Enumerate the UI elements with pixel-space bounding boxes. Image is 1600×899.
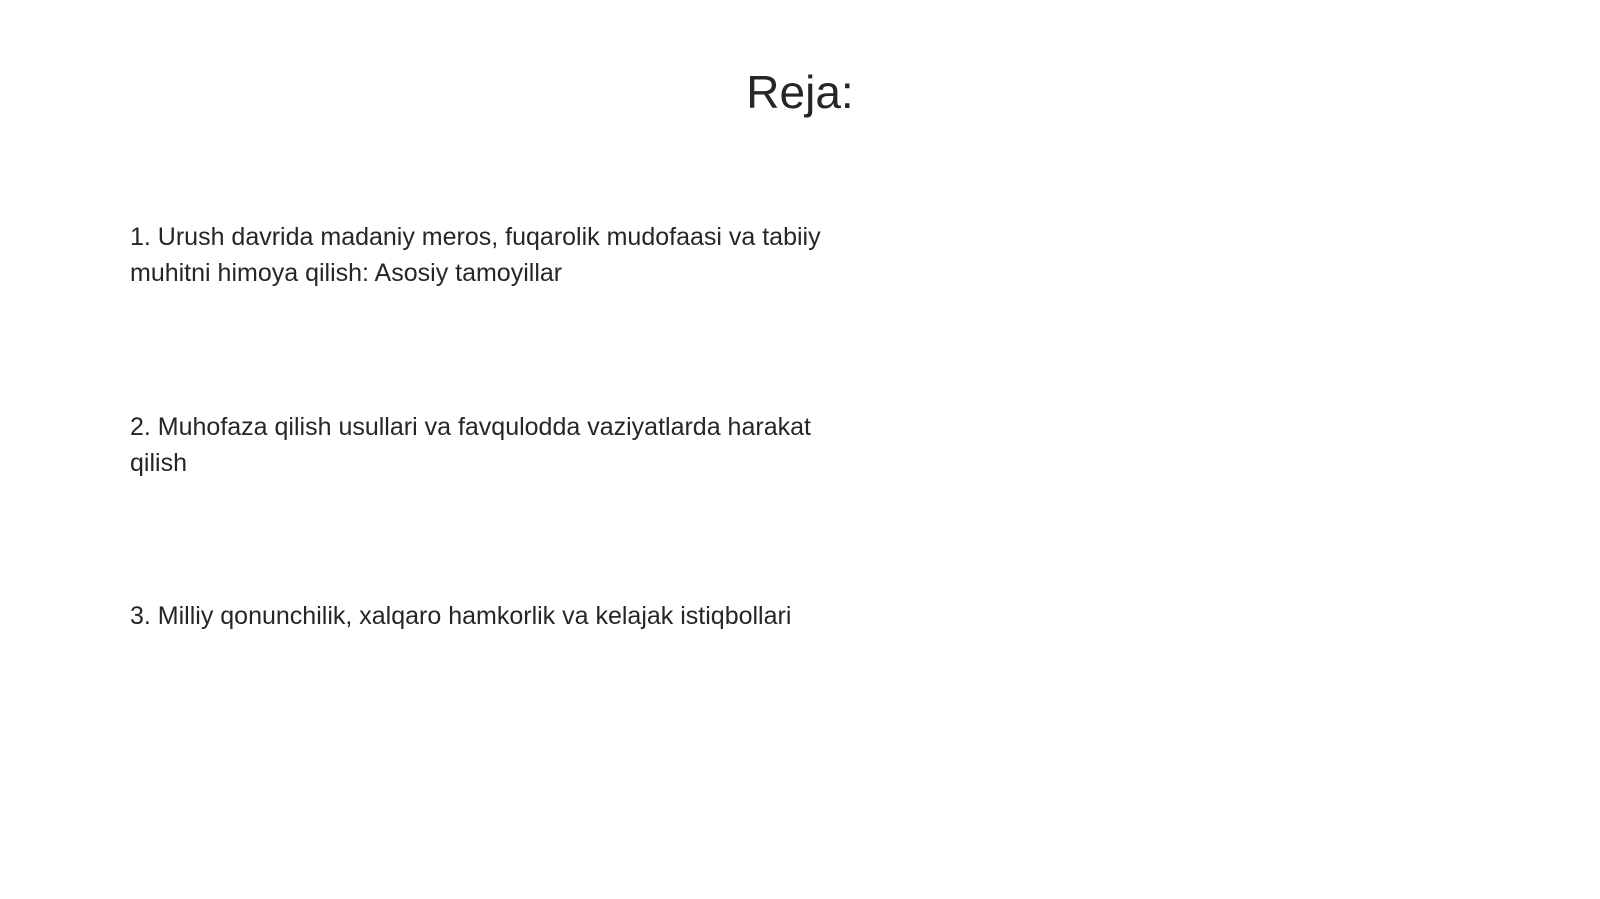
plan-item-3: 3. Milliy qonunchilik, xalqaro hamkorlik va kelajak istiqbollari <box>130 602 792 630</box>
plan-item-2: 2. Muhofaza qilish usullari va favqulodda vaziyatlarda harakat qilish <box>130 413 811 477</box>
plan-item-1: 1. Urush davrida madaniy meros, fuqarolik mudofaasi va tabiiy muhitni himoya qilish: Asosiy tamoyillar <box>130 223 821 287</box>
slide-title: Reja: <box>746 66 854 118</box>
